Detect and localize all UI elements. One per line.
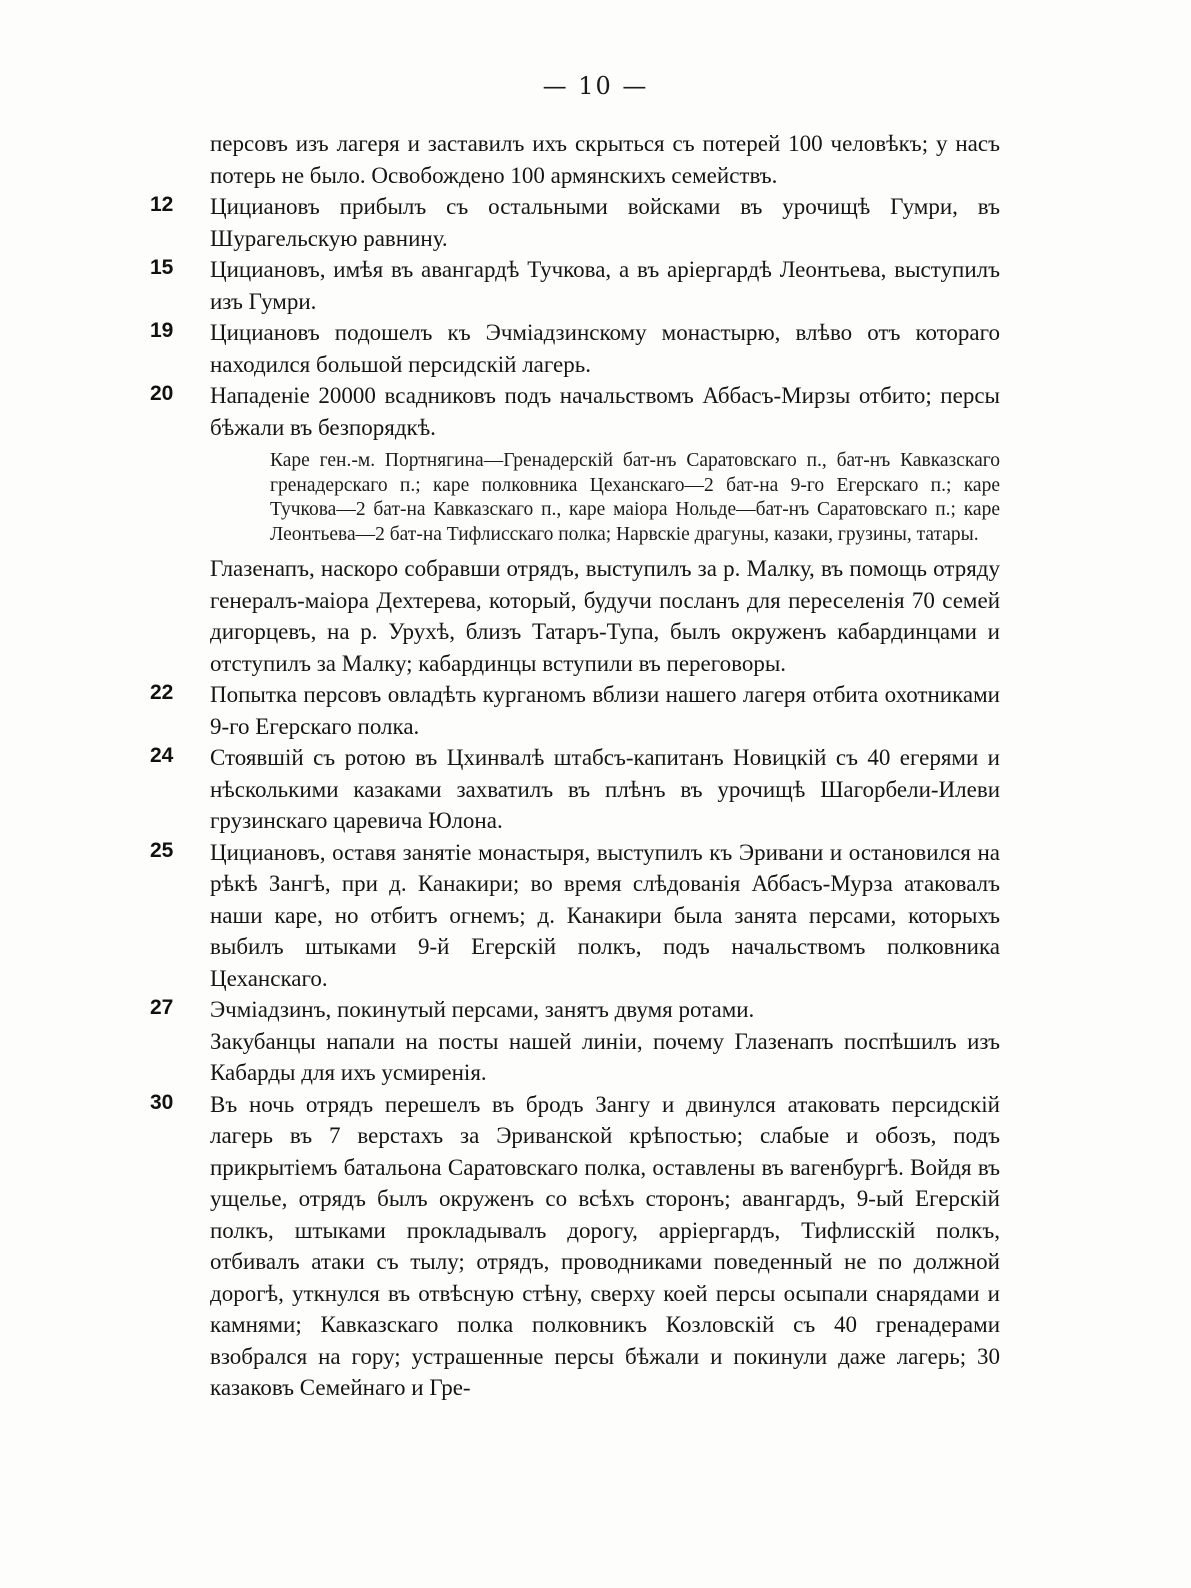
entry [150, 742, 1000, 837]
entry-text: Эчміадзинъ, покинутый персами, занятъ двумя ротами. [210, 997, 755, 1022]
entry-text: Попытка персовъ овладѣть курганомъ вблизи нашего лагеря отбита охотниками 9-го Егерскаго полка. [210, 682, 1000, 739]
entry-day: 24 [150, 744, 174, 767]
entry-text: персовъ изъ лагеря и заставилъ ихъ скрыться съ потерей 100 человѣкъ; у насъ потерь не было. Освобождено 100 армянскихъ семействъ. [210, 131, 1000, 188]
entry-text: Въ ночь отрядъ перешелъ въ бродъ Зангу и двинулся атаковать персидскій лагерь въ 7 верстахъ за Эриванской крѣпостью; слабые и обозъ, подъ прикрытіемъ батальона Саратовскаго полка, оставлены въ вагенбургѣ. Войдя въ ущелье, отрядъ былъ окруженъ со всѣхъ сторонъ; авангардъ, 9-ый Егерскій полкъ, штыками прокладывалъ дорогу, арріергардъ, Тифлисскій полкъ, отбивалъ атаки съ тылу; отрядъ, проводниками поведенный не по должной дорогѣ, уткнулся въ отвѣсную стѣну, сверху коей персы осыпали снарядами и камнями; Кавказскаго полка полковникъ Козловскій съ 40 гренадерами взобрался на гору; устрашенные персы бѣжали и покинули даже лагерь; 30 казаковъ Семейнаго и Гре- [210, 1091, 1000, 1400]
entry-day: 25 [150, 838, 174, 862]
entry [150, 317, 1000, 380]
chronicle-entries [150, 128, 1000, 1404]
entry [150, 994, 1000, 1026]
entry [150, 553, 1000, 679]
entry-day: 19 [150, 319, 174, 342]
entry-text: Глазенапъ, наскоро собравши отрядъ, выступилъ за р. Малку, въ помощь отряду генералъ-маіора Дехтерева, который, будучи посланъ для переселенія 70 семей дигорцевъ, на р. Урухѣ, близъ Татаръ-Тупа, былъ окруженъ кабардинцами и отступилъ за Малку; кабардинцы вступили въ переговоры. [210, 556, 1000, 676]
entry-text: Цициановъ, имѣя въ авангардѣ Тучкова, а въ аріергардѣ Леонтьева, выступилъ изъ Гумри. [210, 257, 1000, 314]
entry [150, 837, 1000, 995]
page-number: — 10 — [542, 72, 649, 100]
entry-day: 27 [150, 996, 174, 1019]
entry-day: 15 [150, 256, 174, 279]
entry [150, 254, 1000, 317]
entry [150, 380, 1000, 443]
formation-note: Каре ген.-м. Портнягина—Гренадерскій бат-нъ Саратовскаго п., бат-нъ Кавказскаго гренадерскаго п.; каре полковника Цеханскаго—2 бат-на 9-го Егерскаго п.; каре Тучкова—2 бат-на Кавказскаго п., каре маіора Нольде—бат-нъ Саратовскаго п.; каре Леонтьева—2 бат-на Тифлисскаго полка; Нарвскіе драгуны, казаки, грузины, татары. [270, 450, 1000, 545]
entry [150, 679, 1000, 742]
entry [150, 191, 1000, 254]
entry-text: Стоявшій съ ротою въ Цхинвалѣ штабсъ-капитанъ Новицкій съ 40 егерями и нѣсколькими казаками захватилъ въ плѣнъ въ урочищѣ Шагорбели-Илеви грузинскаго царевича Юлона. [210, 745, 1000, 833]
entry-day: 30 [150, 1090, 174, 1114]
entry-text: Цициановъ, оставя занятіе монастыря, выступилъ къ Эривани и остановился на рѣкѣ Зангѣ, при д. Канакири; во время слѣдованія Аббасъ-Мурза атаковалъ наши каре, но отбитъ огнемъ; д. Канакири была занята персами, которыхъ выбилъ штыками 9-й Егерскій полкъ, подъ начальствомъ полковника Цеханскаго. [210, 839, 1000, 991]
entry-text: Цициановъ подошелъ къ Эчміадзинскому монастырю, влѣво отъ котораго находился большой персидскій лагерь. [210, 320, 1000, 377]
entry [150, 128, 1000, 191]
entry [150, 1026, 1000, 1089]
entry [150, 1089, 1000, 1404]
entry-day: 12 [150, 193, 174, 216]
entry-day: 20 [150, 382, 174, 405]
entry-text: Закубанцы напали на посты нашей линіи, почему Глазенапъ поспѣшилъ изъ Кабарды для ихъ усмиренія. [210, 1028, 1000, 1085]
entry-day: 22 [150, 681, 174, 704]
entry-text: Цициановъ прибылъ съ остальными войсками въ урочищѣ Гумри, въ Шурагельскую равнину. [210, 194, 1000, 251]
entry-text: Нападеніе 20000 всадниковъ подъ начальствомъ Аббасъ-Мирзы отбито; персы бѣжали въ безпорядкѣ. [210, 383, 1000, 440]
